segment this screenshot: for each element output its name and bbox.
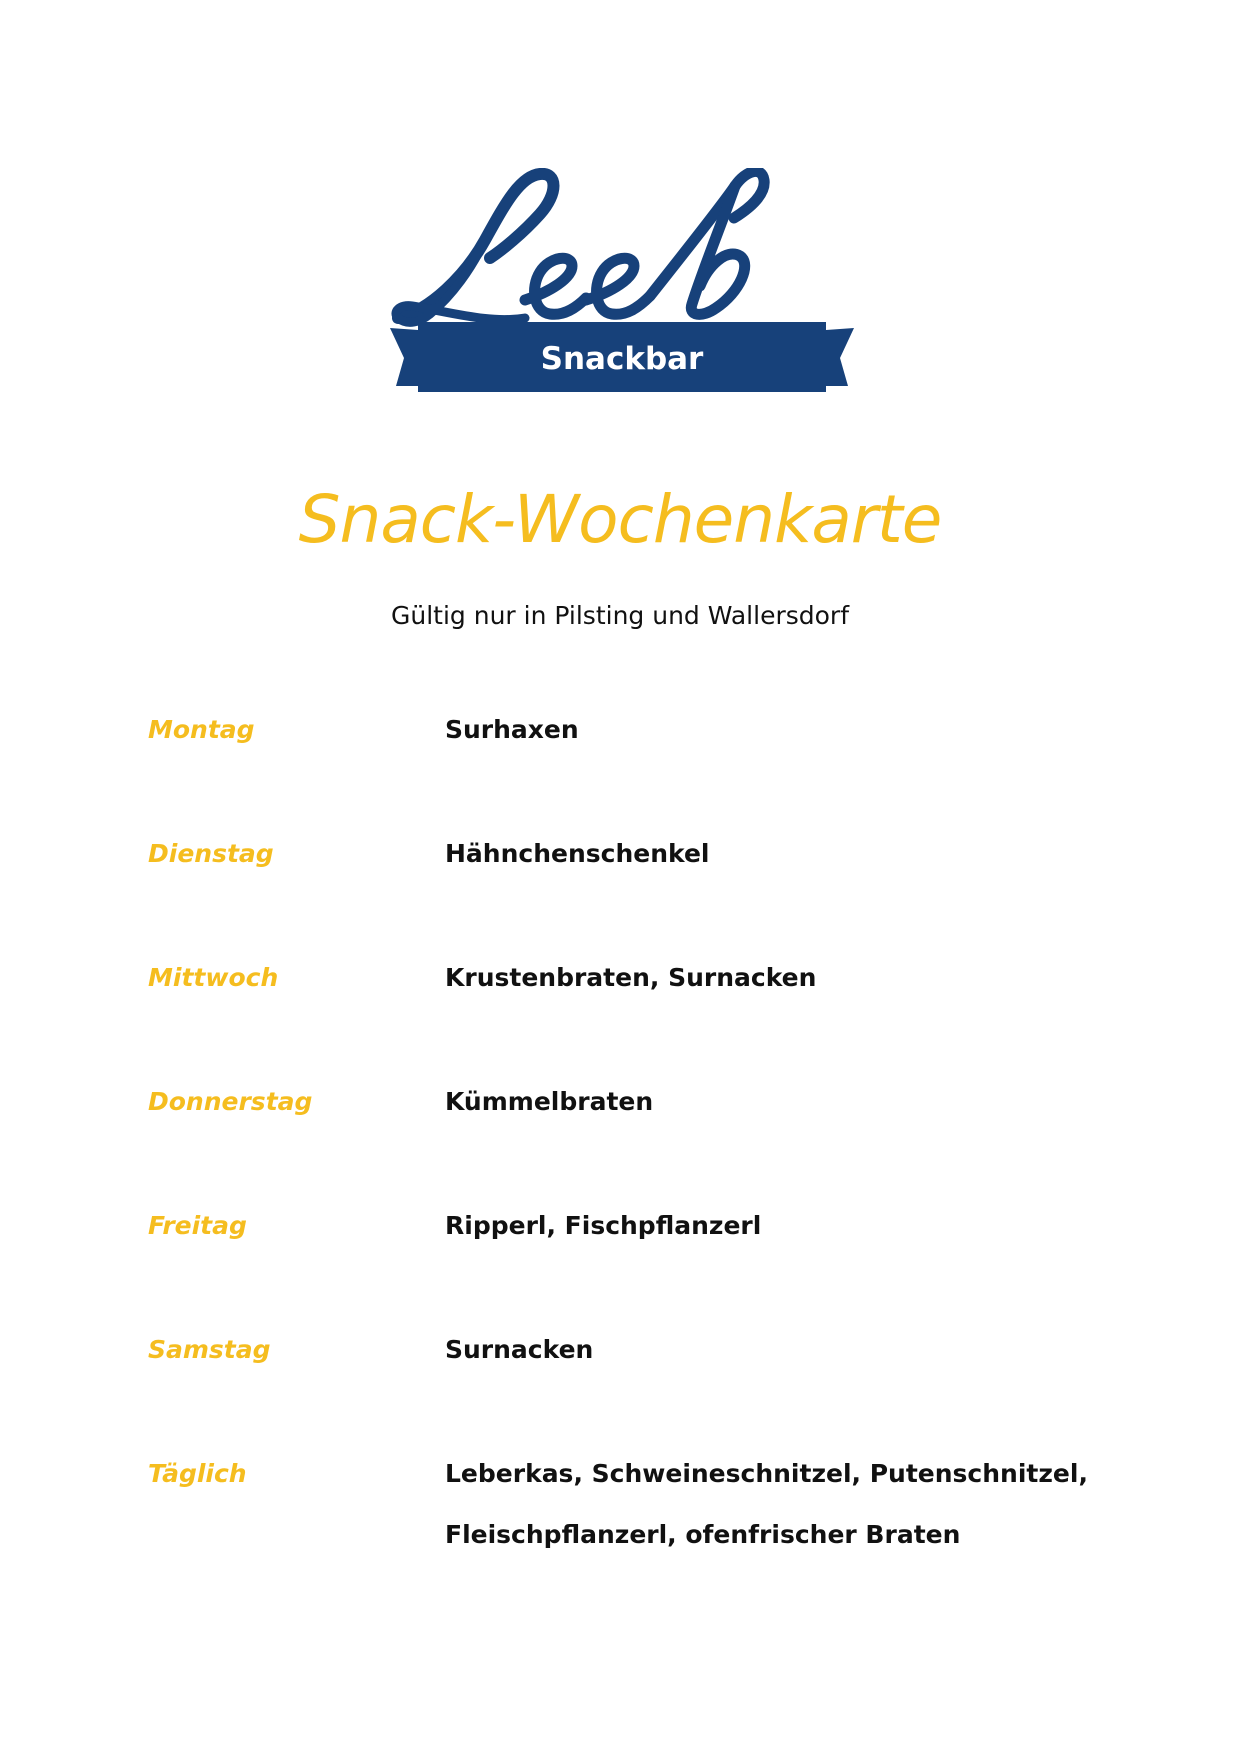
dish-text: Krustenbraten, Surnacken [445,963,817,992]
dish-text: Leberkas, Schweineschnitzel, Putenschnitzel, [445,1459,1088,1488]
dish-text-line2: Fleischpflanzerl, ofenfrischer Braten [445,1520,961,1549]
dish-text: Surhaxen [445,715,579,744]
day-label: Montag [148,715,255,744]
menu-row-mittwoch [148,960,1108,1084]
banner-text: Snackbar [540,341,704,377]
day-label: Donnerstag [148,1087,313,1116]
menu-row-montag [148,712,1108,836]
menu-row-donnerstag [148,1084,1108,1208]
day-label: Dienstag [148,839,274,868]
dish-text: Hähnchenschenkel [445,839,710,868]
dish-text: Surnacken [445,1335,594,1364]
menu-row-dienstag [148,836,1108,960]
menu-row-taeglich [148,1456,1108,1580]
leeb-snackbar-logo [390,168,854,430]
menu-row-freitag [148,1208,1108,1332]
ribbon-banner [390,322,854,392]
day-label: Freitag [148,1211,247,1240]
logo-graphic [390,168,854,430]
weekly-menu [148,712,1108,1580]
day-label: Samstag [148,1335,271,1364]
dish-text: Ripperl, Fischpflanzerl [445,1211,762,1240]
page-title: Snack-Wochenkarte [298,481,942,558]
day-label: Mittwoch [148,963,279,992]
wordmark-leeb [396,171,764,322]
subtitle: Gültig nur in Pilsting und Wallersdorf [391,601,849,630]
dish-text: Kümmelbraten [445,1087,654,1116]
day-label: Täglich [148,1459,247,1488]
menu-row-samstag [148,1332,1108,1456]
